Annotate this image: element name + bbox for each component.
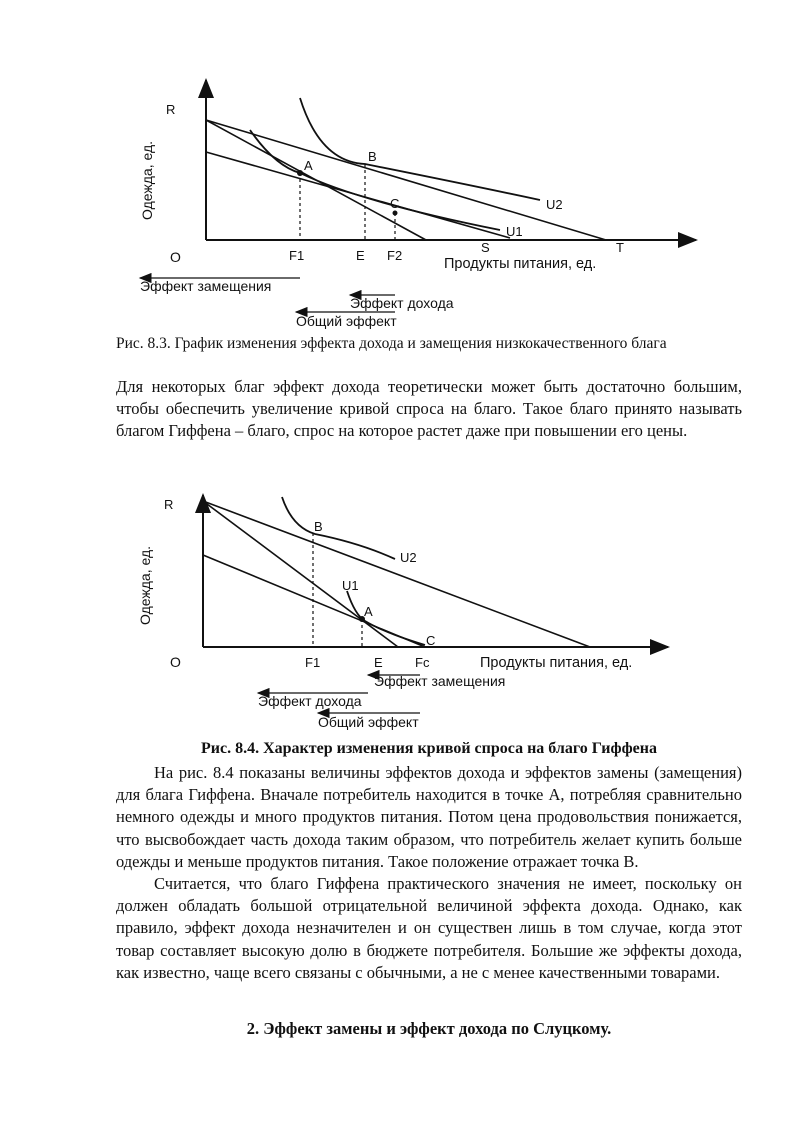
- income-effect-label: Эффект дохода: [350, 295, 454, 311]
- y-axis-label: Одежда, ед.: [139, 140, 155, 220]
- y-axis-top-label: R: [166, 102, 176, 117]
- giffen-intro-paragraph: Для некоторых благ эффект дохода теоретически может быть достаточно большим, чтобы обеспечить увеличение кривой спроса на благо. Такое благо принято называть благом Гиффена – благо, спрос на которое растет даже при повышении его цены.: [116, 377, 742, 440]
- budget-line-steep: [203, 501, 398, 647]
- tick-e: E: [374, 655, 383, 670]
- y-axis-label: Одежда, ед.: [137, 545, 153, 625]
- tick-fc: Fc: [415, 655, 430, 670]
- curve-u1-label: U1: [506, 224, 523, 239]
- figure-8-4-caption: Рис. 8.4. Характер изменения кривой спроса на благо Гиффена: [201, 740, 657, 757]
- point-b-label: B: [314, 519, 323, 534]
- origin-label: O: [170, 249, 181, 265]
- total-effect-label: Общий эффект: [318, 714, 419, 730]
- point-a-label: A: [364, 604, 373, 619]
- point-c-label: C: [426, 633, 436, 648]
- section-heading: 2. Эффект замены и эффект дохода по Слуцкому.: [246, 1019, 612, 1038]
- budget-line-long: [203, 501, 590, 647]
- tick-e: E: [356, 248, 365, 263]
- curve-u1-label: U1: [342, 578, 359, 593]
- tick-f1: F1: [289, 248, 305, 263]
- tick-f1: F1: [305, 655, 321, 670]
- figure-8-3-caption: Рис. 8.3. График изменения эффекта дохода и замещения низкокачественного блага: [116, 335, 667, 352]
- point-a-marker: [297, 170, 303, 176]
- income-effect-label: Эффект дохода: [258, 693, 362, 709]
- substitution-effect-label: Эффект замещения: [374, 673, 506, 689]
- y-axis-top-label: R: [164, 497, 174, 512]
- figure-8-3-graph: [0, 70, 800, 332]
- point-c-label: C: [390, 196, 400, 211]
- substitution-effect-label: Эффект замещения: [140, 278, 272, 294]
- body-paragraph: На рис. 8.4 показаны величины эффектов дохода и эффектов замены (замещения) для блага Гиффена. Вначале потребитель находится в точке А, потребляя сравнительно немного одежды и много продуктов питания. Потом цена продовольствия понижается, что высвобождает часть дохода таким образом, что потребитель желает купить больше одежды и меньше продуктов питания. Такое положение отражает точка В.: [116, 763, 742, 871]
- tick-s: S: [481, 240, 490, 255]
- point-b-label: B: [368, 149, 377, 164]
- body-paragraph: Считается, что благо Гиффена практического значения не имеет, поскольку он должен обладать большой отрицательной величиной эффекта дохода. Однако, как правило, эффект дохода незначителен и он существен лишь в том случае, когда этот товар составляет высокую долю в бюджете потребителя. Большие же эффекты дохода, как известно, чаще всего связаны с обычными, а не с менее качественными товарами.: [116, 874, 742, 982]
- figure-8-4-graph: [0, 485, 800, 735]
- budget-line-rt: [206, 120, 606, 240]
- point-c-marker: [393, 211, 398, 216]
- body-text: [116, 762, 742, 984]
- curve-u2-label: U2: [546, 197, 563, 212]
- point-a-label: A: [304, 158, 313, 173]
- total-effect-label: Общий эффект: [296, 313, 397, 329]
- curve-u2-label: U2: [400, 550, 417, 565]
- x-axis-label: Продукты питания, ед.: [480, 655, 633, 671]
- tick-t: T: [616, 240, 624, 255]
- x-axis-label: Продукты питания, ед.: [444, 256, 597, 272]
- tick-f2: F2: [387, 248, 403, 263]
- origin-label: O: [170, 654, 181, 670]
- indifference-curve-u2: [282, 497, 395, 559]
